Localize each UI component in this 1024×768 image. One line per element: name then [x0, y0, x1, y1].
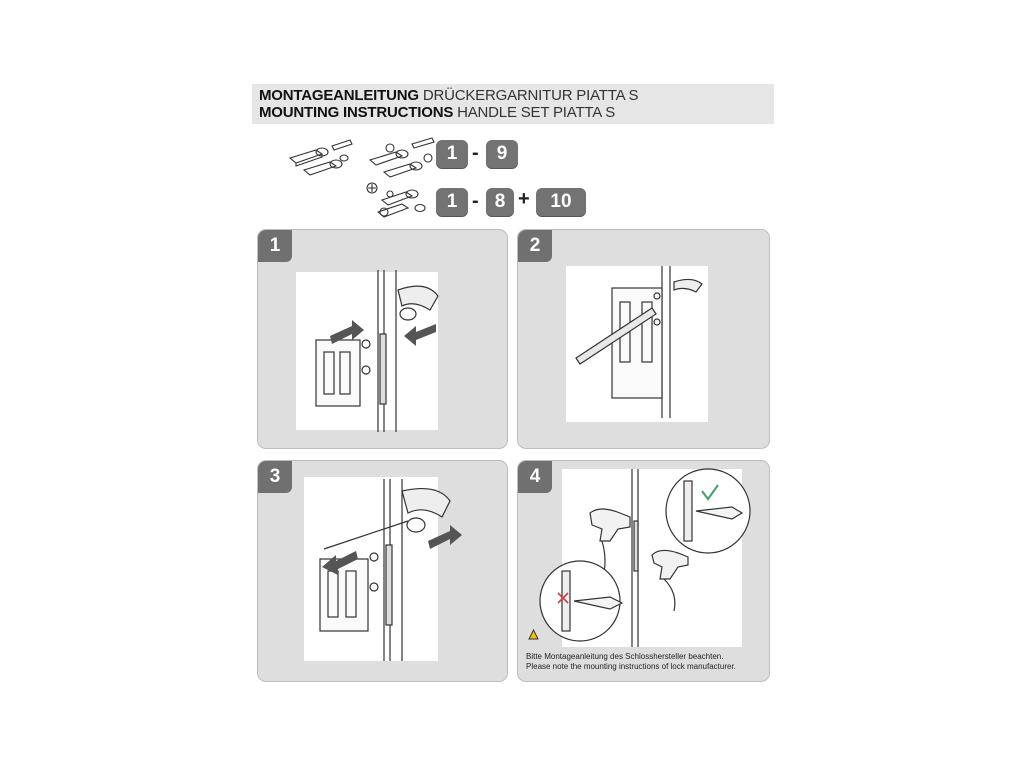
step-3-number: 3: [258, 461, 292, 493]
step-1-panel: [257, 229, 508, 449]
variant-row1-dash: -: [472, 142, 479, 164]
warning-icon: [529, 630, 538, 639]
variant-row1-from-badge: 1: [436, 140, 468, 168]
title-german: MONTAGEANLEITUNG DRÜCKERGARNITUR PIATTA S: [259, 87, 639, 104]
handle-set-variant-c-illustration: [362, 178, 436, 224]
variant-row1-to-badge: 9: [486, 140, 518, 168]
variant-row2-from-badge: 1: [436, 188, 468, 216]
step-4-number: 4: [518, 461, 552, 493]
variant-row2-extra-badge: 10: [536, 188, 586, 216]
handle-set-variant-b-illustration: [366, 136, 438, 180]
step-3-panel: [257, 460, 508, 682]
step-4-drilling-illustration: [518, 461, 769, 651]
variant-row2-plus: +: [518, 188, 530, 210]
variant-row2-to-badge: 8: [486, 188, 514, 216]
title-english: MOUNTING INSTRUCTIONS HANDLE SET PIATTA S: [259, 104, 616, 121]
document-title-banner: [252, 84, 774, 124]
step-1-number: 1: [258, 230, 292, 262]
lock-manufacturer-note-de: Bitte Montageanleitung des Schlosshersteller beachten.: [526, 652, 724, 661]
step-2-number: 2: [518, 230, 552, 262]
variant-row2-dash: -: [472, 190, 479, 212]
lock-manufacturer-note-en: Please note the mounting instructions of lock manufacturer.: [526, 662, 736, 671]
step-3-door-illustration: [304, 475, 504, 665]
step-1-door-illustration: [296, 266, 496, 436]
step-2-panel: [517, 229, 770, 449]
step-4-panel: [517, 460, 770, 682]
handle-set-variant-a-illustration: [286, 136, 356, 180]
step-2-screwdriver-illustration: [566, 262, 766, 432]
